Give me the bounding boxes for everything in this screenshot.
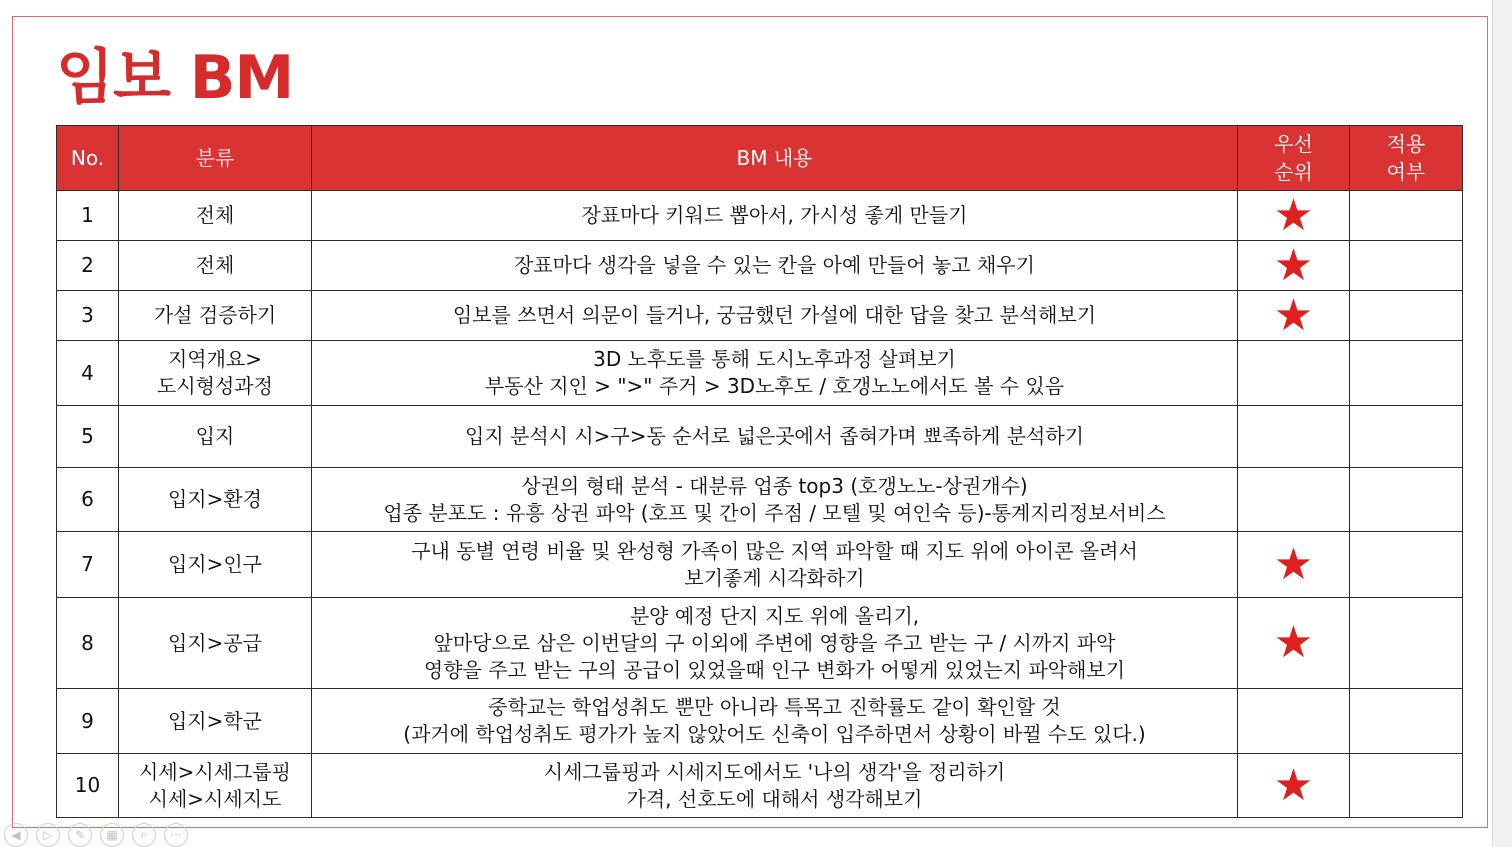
- presentation-toolbar: [0, 822, 224, 847]
- row-content: [312, 689, 1238, 754]
- row-category: [119, 598, 312, 689]
- row-priority: [1238, 191, 1350, 241]
- content-line: 보기좋게 시각화하기: [684, 565, 865, 590]
- table-row: [57, 689, 1463, 754]
- row-applied[interactable]: [1350, 468, 1463, 532]
- prev-slide-icon[interactable]: ◀: [4, 823, 28, 847]
- row-applied[interactable]: [1350, 689, 1463, 754]
- priority-star-icon: ★: [1273, 759, 1314, 811]
- table-row: [57, 532, 1463, 598]
- table-row: [57, 406, 1463, 468]
- row-priority: [1238, 468, 1350, 532]
- row-content: [312, 191, 1238, 241]
- row-applied[interactable]: [1350, 598, 1463, 689]
- content-line: 시세그룹핑과 시세지도에서도 '나의 생각'을 정리하기: [543, 759, 1006, 784]
- table-row: [57, 468, 1463, 532]
- category-line: 입지>공급: [167, 630, 263, 655]
- row-number: 7: [57, 532, 119, 598]
- row-number: 9: [57, 689, 119, 754]
- row-priority: [1238, 754, 1350, 818]
- category-line: 입지>환경: [167, 487, 263, 511]
- table-body: [57, 191, 1463, 818]
- row-number: 2: [57, 241, 119, 291]
- priority-star-icon: ★: [1273, 617, 1314, 668]
- more-options-icon[interactable]: ···: [164, 823, 188, 847]
- header-priority-line: 우선: [1274, 132, 1313, 156]
- header-applied-line: 적용: [1386, 132, 1426, 156]
- header-priority: [1238, 126, 1350, 191]
- bm-table: [56, 125, 1463, 818]
- priority-star-icon: ★: [1273, 240, 1314, 291]
- content-line: 구내 동별 연령 비율 및 완성형 가족이 많은 지역 파악할 때 지도 위에 아이콘 올려서: [411, 538, 1138, 563]
- row-priority: [1238, 241, 1350, 291]
- content-line: 가격, 선호도에 대해서 생각해보기: [626, 786, 923, 811]
- row-number: 5: [57, 406, 119, 468]
- row-priority: [1238, 689, 1350, 754]
- content-line: 앞마당으로 삼은 이번달의 구 이외에 주변에 영향을 주고 받는 구 / 시까지 파악: [433, 630, 1116, 655]
- row-number: 3: [57, 291, 119, 341]
- content-line: 부동산 지인 > ">" 주거 > 3D노후도 / 호갱노노에서도 볼 수 있음: [484, 374, 1065, 398]
- zoom-icon[interactable]: ⌕: [132, 823, 156, 847]
- content-line: 장표마다 키워드 뽑아서, 가시성 좋게 만들기: [581, 203, 968, 227]
- row-number: 1: [57, 191, 119, 241]
- content-line: 분양 예정 단지 지도 위에 올리기,: [629, 603, 920, 628]
- row-applied[interactable]: [1350, 406, 1463, 468]
- row-content: [312, 291, 1238, 341]
- category-line: 지역개요>: [167, 347, 263, 371]
- content-line: 임보를 쓰면서 의문이 들거나, 궁금했던 가설에 대한 답을 찾고 분석해보기: [452, 303, 1097, 327]
- table-row: [57, 754, 1463, 818]
- content-line: (과거에 학업성취도 평가가 높지 않았어도 신축이 입주하면서 상황이 바뀔 수도 있다.): [403, 722, 1146, 746]
- row-category: [119, 532, 312, 598]
- slide-title: 임보 BM: [56, 43, 294, 113]
- window-edge: [1492, 0, 1512, 847]
- priority-star-icon: ★: [1273, 538, 1314, 590]
- row-priority: [1238, 532, 1350, 598]
- table-row: [57, 241, 1463, 291]
- header-category: 분류: [119, 126, 312, 191]
- row-priority: [1238, 291, 1350, 341]
- category-line: 전체: [195, 203, 235, 227]
- row-number: 6: [57, 468, 119, 532]
- content-line: 중학교는 학업성취도 뿐만 아니라 특목고 진학률도 같이 확인할 것: [488, 695, 1061, 719]
- row-content: [312, 598, 1238, 689]
- category-line: 입지: [195, 424, 235, 448]
- row-content: [312, 754, 1238, 818]
- row-category: [119, 406, 312, 468]
- category-line: 입지>학군: [167, 708, 263, 733]
- header-no: No.: [57, 126, 119, 191]
- header-content: BM 내용: [312, 126, 1238, 191]
- row-content: [312, 341, 1238, 406]
- content-line: 3D 노후도를 통해 도시노후과정 살펴보기: [593, 347, 956, 371]
- pen-icon[interactable]: ✎: [68, 823, 92, 847]
- row-category: [119, 341, 312, 406]
- row-category: [119, 191, 312, 241]
- category-line: 도시형성과정: [157, 374, 273, 398]
- row-number: 8: [57, 598, 119, 689]
- row-priority: [1238, 341, 1350, 406]
- row-applied[interactable]: [1350, 241, 1463, 291]
- content-line: 장표마다 생각을 넣을 수 있는 칸을 아예 만들어 놓고 채우기: [514, 253, 1035, 277]
- category-line: 전체: [195, 253, 235, 277]
- category-line: 시세>시세지도: [148, 786, 282, 811]
- row-content: [312, 406, 1238, 468]
- row-category: [119, 689, 312, 754]
- content-line: 상권의 형태 분석 - 대분류 업종 top3 (호갱노노-상권개수): [521, 473, 1028, 498]
- table-row: [57, 598, 1463, 689]
- priority-star-icon: ★: [1273, 190, 1314, 241]
- row-applied[interactable]: [1350, 754, 1463, 818]
- play-icon[interactable]: ▷: [36, 823, 60, 847]
- category-line: 입지>인구: [167, 552, 263, 576]
- row-priority: [1238, 598, 1350, 689]
- priority-star-icon: ★: [1273, 290, 1314, 341]
- row-priority: [1238, 406, 1350, 468]
- row-applied[interactable]: [1350, 291, 1463, 341]
- content-line: 입지 분석시 시>구>동 순서로 넓은곳에서 좁혀가며 뾰족하게 분석하기: [465, 424, 1084, 448]
- row-content: [312, 468, 1238, 532]
- row-category: [119, 291, 312, 341]
- table-row: [57, 341, 1463, 406]
- table-row: [57, 291, 1463, 341]
- row-applied[interactable]: [1350, 341, 1463, 406]
- row-number: 4: [57, 341, 119, 406]
- row-category: [119, 241, 312, 291]
- row-applied[interactable]: [1350, 532, 1463, 598]
- slides-grid-icon[interactable]: ▦: [100, 823, 124, 847]
- header-applied: [1350, 126, 1463, 191]
- category-line: 가설 검증하기: [153, 303, 277, 327]
- row-content: [312, 241, 1238, 291]
- row-number: 10: [57, 754, 119, 818]
- row-applied[interactable]: [1350, 191, 1463, 241]
- header-applied-line: 여부: [1386, 160, 1426, 184]
- header-priority-line: 순위: [1274, 160, 1313, 184]
- content-line: 영향을 주고 받는 구의 공급이 있었을때 인구 변화가 어떻게 있었는지 파악해보기: [423, 657, 1126, 682]
- row-category: [119, 754, 312, 818]
- row-category: [119, 468, 312, 532]
- category-line: 시세>시세그룹핑: [139, 759, 291, 784]
- table-row: [57, 191, 1463, 241]
- table-header-row: [57, 126, 1463, 191]
- content-line: 업종 분포도 : 유흥 상권 파악 (호프 및 간이 주점 / 모텔 및 여인숙 등)-통계지리정보서비스: [383, 500, 1166, 525]
- row-content: [312, 532, 1238, 598]
